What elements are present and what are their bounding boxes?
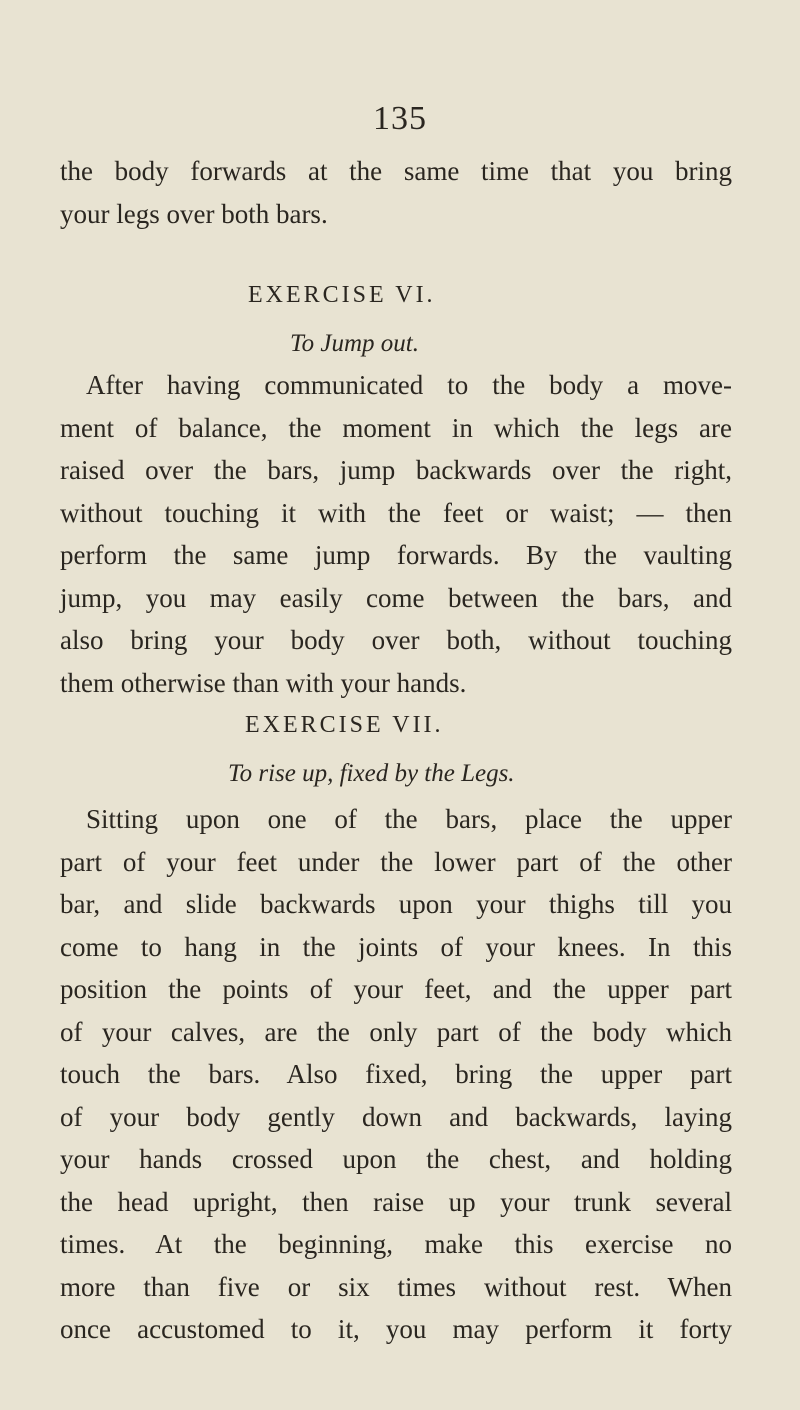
exercise-6-paragraph xyxy=(60,364,732,704)
text-line: without touching it with the feet or waist; — then xyxy=(60,497,732,528)
text-line: part of your feet under the lower part of the other xyxy=(60,846,732,877)
text-line: times. At the beginning, make this exercise no xyxy=(60,1229,732,1259)
text-line: jump, you may easily come between the bars, and xyxy=(60,582,732,613)
text-line: the body forwards at the same time that you bring xyxy=(60,156,732,186)
text-line: After having communicated to the body a move- xyxy=(86,370,732,400)
text-line: of your body gently down and backwards, laying xyxy=(60,1101,732,1132)
exercise-6-subheading: To Jump out. xyxy=(290,330,419,357)
exercise-6-heading: EXERCISE VI. xyxy=(248,282,436,308)
text-line: touch the bars. Also fixed, bring the upper part xyxy=(60,1059,732,1089)
exercise-7-subheading: To rise up, fixed by the Legs. xyxy=(228,760,515,787)
text-line: come to hang in the joints of your knees. In this xyxy=(60,931,732,962)
text-line: your legs over both bars. xyxy=(60,198,328,229)
text-line: them otherwise than with your hands. xyxy=(60,667,467,698)
text-line: more than five or six times without rest. When xyxy=(60,1271,732,1302)
page-number: 135 xyxy=(373,100,427,137)
text-line: Sitting upon one of the bars, place the upper xyxy=(86,804,732,834)
text-line: perform the same jump forwards. By the vaulting xyxy=(60,540,732,570)
text-line: raised over the bars, jump backwards over the right, xyxy=(60,455,732,485)
text-line: once accustomed to it, you may perform it forty xyxy=(60,1314,732,1344)
continued-paragraph xyxy=(60,150,732,235)
text-line: ment of balance, the moment in which the legs are xyxy=(60,412,732,443)
text-line: bar, and slide backwards upon your thighs till you xyxy=(60,889,732,919)
text-line: also bring your body over both, without touching xyxy=(60,625,732,655)
exercise-7-heading: EXERCISE VII. xyxy=(245,712,444,738)
exercise-7-paragraph xyxy=(60,798,732,1351)
text-line: position the points of your feet, and the upper part xyxy=(60,974,732,1004)
text-line: your hands crossed upon the chest, and holding xyxy=(60,1144,732,1174)
text-line: of your calves, are the only part of the body which xyxy=(60,1016,732,1047)
text-line: the head upright, then raise up your trunk several xyxy=(60,1186,732,1217)
